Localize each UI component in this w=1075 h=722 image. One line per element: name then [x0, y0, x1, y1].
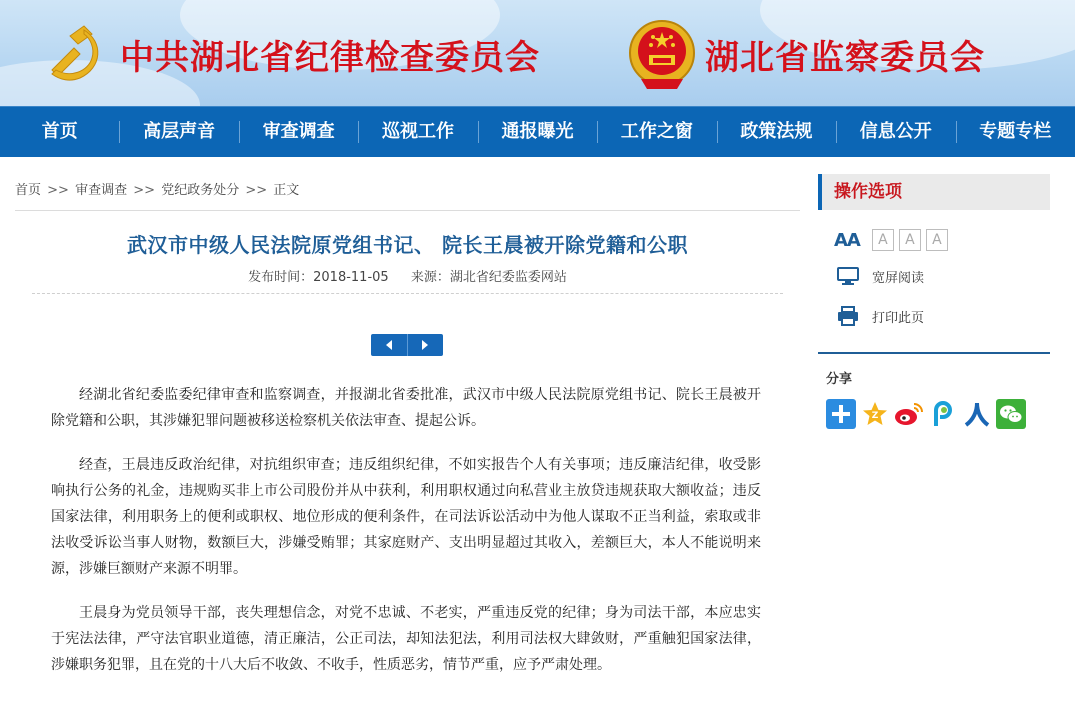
- nav-item-policy[interactable]: 政策法规: [717, 107, 836, 157]
- breadcrumb-separator: >>: [245, 183, 268, 198]
- nav-item-inspection[interactable]: 巡视工作: [358, 107, 477, 157]
- svg-text:Z: Z: [871, 411, 879, 421]
- nav-item-exposure[interactable]: 通报曝光: [478, 107, 597, 157]
- breadcrumb-investigation[interactable]: 审查调查: [75, 183, 128, 198]
- article-main: [15, 172, 800, 673]
- sidebar: [818, 174, 1050, 429]
- share-weibo-button[interactable]: [894, 399, 924, 429]
- breadcrumb-home[interactable]: 首页: [15, 183, 42, 198]
- article-meta: [15, 266, 800, 285]
- nav-item-home[interactable]: 首页: [41, 121, 78, 142]
- breadcrumb-separator: >>: [133, 183, 156, 198]
- font-size-icon: AA: [834, 229, 860, 251]
- party-emblem-icon: [44, 20, 110, 86]
- article-paragraph: 经查，王晨违反政治纪律，对抗组织审查；违反组织纪律，不如实报告个人有关事项；违反廉洁纪律，收受影响执行公务的礼金，违规购买非上市公司股份并从中获利，利用职权通过向私营业主放贷违规获取大额收益；违反国家法律，利用职务上的便利或职权、地位形成的便利条件，在司法诉讼活动中为他人谋取不正当利益，索取或非法收受诉讼当事人财物，数额巨大，涉嫌受贿罪；其家庭财产、支出明显超过其收入，差额巨大，本人不能说明来源，涉嫌巨额财产来源不明罪。: [51, 457, 761, 577]
- publish-date: 发布时间：2018-11-05: [248, 270, 389, 285]
- print-button[interactable]: [818, 296, 1050, 336]
- share-wechat-button[interactable]: [996, 399, 1026, 429]
- monitor-icon: [836, 266, 860, 286]
- font-size-small-button[interactable]: A: [926, 229, 948, 251]
- article-source: 来源：湖北省纪委监委网站: [410, 270, 567, 285]
- nav-item-work-window[interactable]: 工作之窗: [597, 107, 716, 157]
- breadcrumb: [15, 172, 800, 211]
- printer-icon: [836, 306, 860, 326]
- article-paragraph: 经湖北省纪委监委纪律审查和监察调查，并报湖北省委批准，武汉市中级人民法院原党组书记、院长王晨被开除党籍和公职，其涉嫌犯罪问题被移送检察机关依法审查、提起公诉。: [51, 387, 761, 429]
- weibo-icon: [894, 401, 924, 427]
- share-label: 分享: [826, 372, 853, 387]
- national-emblem-icon: [627, 15, 697, 93]
- article-body: [51, 382, 761, 696]
- share-buttons: [818, 399, 1050, 429]
- pengyou-icon: [930, 400, 956, 428]
- article-paragraph: 王晨身为党员领导干部，丧失理想信念，对党不忠诚、不老实，严重违反党的纪律；身为司法干部，本应忠实于宪法法律，严守法官职业道德，清正廉洁，公正司法，却知法犯法，利用司法权大肆敛财，严重触犯国家法律，涉嫌职务犯罪，且在党的十八大后不收敛、不收手，性质恶劣，情节严重，应予严肃处理。: [51, 605, 761, 673]
- prev-button[interactable]: [371, 334, 407, 356]
- nav-item-disclosure[interactable]: 信息公开: [836, 107, 955, 157]
- breadcrumb-separator: >>: [47, 183, 69, 198]
- nav-item-leadership[interactable]: 高层声音: [119, 107, 238, 157]
- sidebar-title: 操作选项: [818, 174, 1050, 210]
- font-size-controls: [818, 228, 1050, 252]
- org-title-supervision: 湖北省监察委员会: [705, 38, 985, 78]
- divider: [32, 293, 783, 294]
- share-pengyou-button[interactable]: [928, 399, 958, 429]
- share-renren-button[interactable]: [962, 399, 992, 429]
- share-qzone-button[interactable]: [860, 399, 890, 429]
- renren-icon: [963, 400, 991, 428]
- article-pager: [371, 334, 443, 356]
- font-size-large-button[interactable]: A: [872, 229, 894, 251]
- article-title: 武汉市中级人民法院原党组书记、 院长王晨被开除党籍和公职: [127, 233, 688, 257]
- plus-icon: [830, 403, 852, 425]
- wechat-icon: [998, 402, 1024, 426]
- arrow-right-icon: [420, 339, 430, 351]
- widescreen-button[interactable]: [818, 256, 1050, 296]
- site-header: [0, 0, 1075, 106]
- nav-item-investigation[interactable]: 审查调查: [239, 107, 358, 157]
- sidebar-divider: [818, 352, 1050, 354]
- widescreen-label: 宽屏阅读: [872, 270, 925, 286]
- main-nav: [0, 106, 1075, 157]
- next-button[interactable]: [407, 334, 444, 356]
- qzone-icon: [861, 400, 889, 428]
- breadcrumb-current: 正文: [273, 183, 300, 198]
- share-more-button[interactable]: [826, 399, 856, 429]
- nav-item-special[interactable]: 专题专栏: [956, 107, 1075, 157]
- font-size-medium-button[interactable]: A: [899, 229, 921, 251]
- arrow-left-icon: [384, 339, 394, 351]
- org-title-discipline: 中共湖北省纪律检查委员会: [120, 38, 540, 78]
- breadcrumb-discipline-sanctions[interactable]: 党纪政务处分: [161, 183, 240, 198]
- print-label: 打印此页: [872, 310, 925, 326]
